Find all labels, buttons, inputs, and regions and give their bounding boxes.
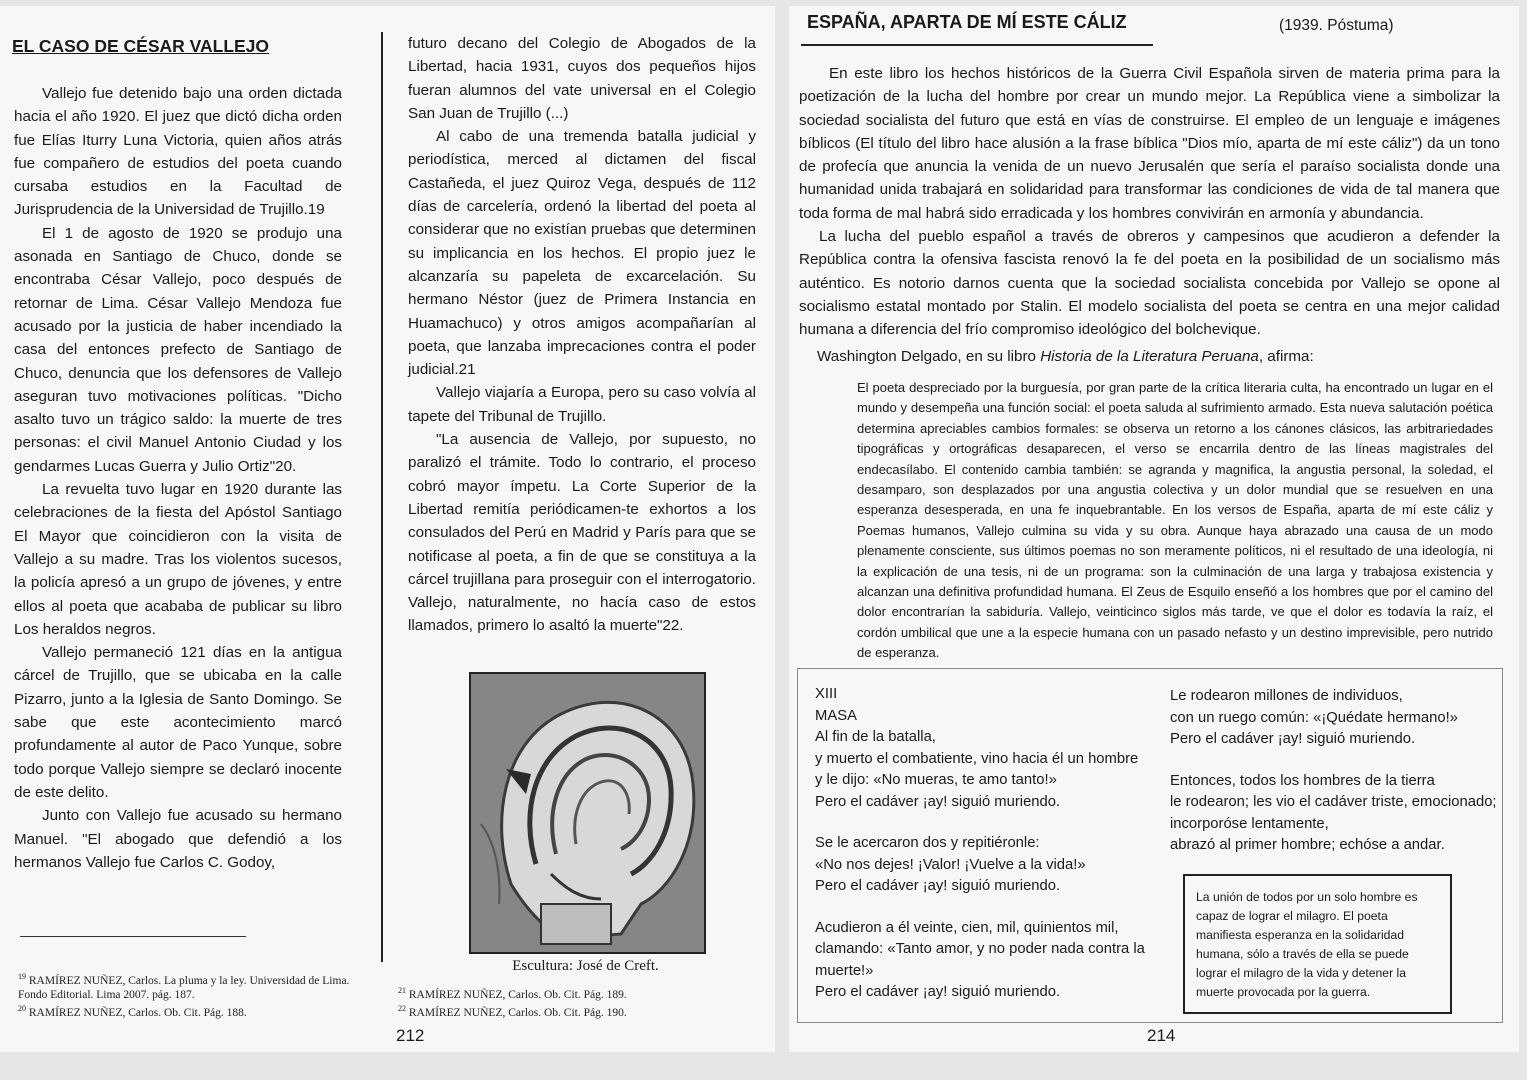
section-title: ESPAÑA, APARTA DE MÍ ESTE CÁLIZ bbox=[807, 12, 1127, 32]
article-title: EL CASO DE CÉSAR VALLEJO bbox=[12, 36, 270, 56]
poem-column-right bbox=[1170, 686, 1500, 877]
poem-line: Se le acercaron dos y repitiéronle: bbox=[815, 835, 1040, 851]
section-subtitle: (1939. Póstuma) bbox=[1279, 17, 1394, 34]
poem-line: Pero el cadáver ¡ay! siguió muriendo. bbox=[815, 793, 1061, 810]
section-body bbox=[799, 62, 1500, 342]
left-column-2 bbox=[408, 32, 756, 638]
poem-line: Pero el cadáver ¡ay! siguió muriendo. bbox=[815, 984, 1061, 1000]
poem-stanza bbox=[815, 833, 1160, 898]
quote-intro-text: Washington Delgado, en su libro bbox=[817, 348, 1036, 365]
footnote-number: 20 bbox=[18, 1003, 26, 1013]
poem-line: Al fin de la batalla, bbox=[815, 729, 936, 745]
quote-intro-end: , afirma: bbox=[1258, 348, 1314, 365]
footnotes-col2 bbox=[398, 984, 698, 1020]
footnote-number: 21 bbox=[398, 986, 406, 995]
poem-line: Acudieron a él veinte, cien, mil, quinientos mil, bbox=[815, 919, 1119, 936]
image-caption: Escultura: José de Creft. bbox=[512, 958, 659, 974]
poem-line: clamando: «Tanto amor, y no poder nada contra la bbox=[815, 941, 1145, 957]
poem-line: con un ruego común: «¡Quédate hermano!» bbox=[1170, 709, 1458, 726]
quote-intro bbox=[817, 348, 1314, 365]
poem-stanza bbox=[815, 918, 1160, 1004]
footnote-number: 22 bbox=[398, 1003, 406, 1013]
poem-line: le rodearon; les vio el cadáver triste, emocionado; bbox=[1170, 794, 1497, 810]
footnote bbox=[398, 984, 698, 1002]
paragraph: La revuelta tuvo lugar en 1920 durante las celebraciones de la fiesta del Apóstol Santiago El Mayor que coincidieron con la visita de Vallejo a su madre. Tras los violentos sucesos, la policía apresó a un grupo de jóvenes, y entre ellos al poeta que acababa de publicar su libro Los heraldos negros. bbox=[14, 481, 342, 638]
side-note: La unión de todos por un solo hombre es capaz de lograr el milagro. El poeta manifiesta esperanza en la solidaridad humana, sólo a través de ella se puede lograr el milagro de la vida y detener la muerte provocada por la guerra. bbox=[1183, 874, 1452, 1014]
footnote bbox=[18, 1002, 364, 1020]
left-column-1 bbox=[14, 82, 342, 874]
paragraph: Vallejo fue detenido bajo una orden dictada hacia el año 1920. El juez que dictó dicha orden fue Elías Iturry Luna Victoria, quien años atrás fue compañero de estudios del poeta cuando cursaba estudios en la Facultad de Jurisprudencia de la Universidad de Trujillo.19 bbox=[14, 85, 342, 219]
paragraph: Al cabo de una tremenda batalla judicial y periodística, merced al dictamen del fiscal Castañeda, el juez Quiroz Vega, después de 112 días de carcelería, ordenó la libertad del poeta al considerar que no existían pruebas que determinen su implicancia en los hechos. El propio juez le alcanzaría su papeleta de excarcelación. Su hermano Néstor (juez de Primera Instancia en Huamachuco) y otros amigos acompañarían al poeta, que lanzaba imprecaciones contra el poder judicial.21 bbox=[408, 128, 756, 379]
poem-line: y muerto el combatiente, vino hacia él un hombre bbox=[815, 750, 1139, 767]
poem-line: muerte!» bbox=[815, 962, 874, 979]
paragraph: "La ausencia de Vallejo, por supuesto, no paralizó el trámite. Todo lo contrario, el proceso cobró mayor ímpetu. La Corte Superior de la Libertad remitía periódicamen-te exhortos a los consulados del Perú en Madrid y París para que se notificase al poeta, a fin de que se constituya a la cárcel trujillana para proseguir con el interrogatorio. Vallejo, naturalmente, no hacía caso de estos llamados, primero lo asaltó la muerte"22. bbox=[408, 431, 756, 635]
block-quote: El poeta despreciado por la burguesía, por gran parte de la crítica literaria culta, ha encontrado un lugar en el mundo y desempeña una función social: el poeta saluda al sufrimiento armado. Esta nueva salutación poética determina apreciables cambios formales: se observa un retorno a los cánones clásicos, las arbitrariedades tipográficas y ortográficas desaparecen, el verso se encarrila dentro de las líneas magistrales del endecasílabo. El contenido cambia también: se agranda y magnifica, la angustia personal, la soledad, el desamparo, son desplazados por una angustia colectiva y un dolor mundial que se resuelven en una esperanza desesperada, en una fe inquebrantable. En los versos de España, aparta de mí este cáliz y Poemas humanos, Vallejo culmina su vida y su obra. Aunque haya abrazado una causa de un modo plenamente consciente, sus últimos poemas no son meramente políticos, ni el resultado de una ideología, ni la explicación de una tesis, ni de un programa: son la culminación de una larga y trabajosa existencia y alcanzan una definitiva profundidad humana. El Zeus de Esquilo enseñó a los hombres que por el camino del dolor encontrarían la sabiduría. Vallejo, veinticinco siglos más tarde, ve que el dolor es todavía la raíz, el cordón umbilical que une a la especie humana con un pasado nefasto y un destino imprevisible, pero nutrido de esperanza. bbox=[857, 380, 1493, 661]
footnote-text: RAMÍREZ NUÑEZ, Carlos. Ob. Cit. Pág. 188. bbox=[28, 1006, 247, 1019]
poem-line: abrazó al primer hombre; echóse a andar. bbox=[1170, 837, 1445, 853]
footnote-text: RAMÍREZ NUÑEZ, Carlos. Ob. Cit. Pág. 189. bbox=[408, 988, 627, 1001]
poem-line: MASA bbox=[815, 707, 857, 724]
footnote-text: RAMÍREZ NUÑEZ, Carlos. La pluma y la ley. Universidad de Lima. Fondo Editorial. Lima 2007. pág. 187. bbox=[18, 974, 350, 1001]
poem-line: XIII bbox=[815, 686, 838, 702]
poem-stanza bbox=[1170, 686, 1500, 751]
book-title: Historia de la Literatura Peruana bbox=[1040, 348, 1259, 365]
paragraph: La lucha del pueblo español a través de obreros y campesinos que acudieron a defender la República contra la ofensiva fascista renovó la fe del poeta en la posibilidad de un socialismo más auténtico. Es notorio darnos cuenta que la sociedad socialista concebida por Vallejo se opone al socialismo estatal montado por Stalin. El modelo socialista del poeta se centra en una mejor calidad humana a diferencia del frío compromiso ideológico del bolchevique. bbox=[799, 228, 1500, 339]
title-underline bbox=[801, 44, 1153, 46]
page-number: 214 bbox=[1147, 1026, 1176, 1045]
footnotes-col1 bbox=[18, 970, 364, 1020]
poem-line: Entonces, todos los hombres de la tierra bbox=[1170, 772, 1435, 789]
paragraph: Junto con Vallejo fue acusado su hermano Manuel. "El abogado que defendió a los hermanos Vallejo fue Carlos C. Godoy, bbox=[14, 807, 342, 871]
poem-stanza bbox=[815, 684, 1160, 813]
poem-line: «No nos dejes! ¡Valor! ¡Vuelve a la vida!» bbox=[815, 856, 1086, 873]
footnote bbox=[398, 1002, 698, 1020]
poem-column-left bbox=[815, 684, 1160, 1024]
sculpture-image bbox=[469, 672, 706, 954]
sculpture-drawing bbox=[471, 674, 704, 952]
paragraph: Vallejo permaneció 121 días en la antigua cárcel de Trujillo, que se ubicaba en la calle Pizarro, junto a la Iglesia de Santo Domingo. Se sabe que este acontecimiento marcó profundamente al autor de Paco Yunque, sobre todo porque Vallejo siempre se declaró inocente de este delito. bbox=[14, 644, 342, 801]
footnote-number: 19 bbox=[18, 972, 26, 981]
paragraph: Vallejo viajaría a Europa, pero su caso volvía al tapete del Tribunal de Trujillo. bbox=[408, 384, 756, 425]
paragraph: El 1 de agosto de 1920 se produjo una asonada en Santiago de Chuco, donde se encontraba César Vallejo, poco después de retornar de Lima. César Vallejo Mendoza fue acusado por la justicia de haber incendiado la casa del entonces prefecto de Santiago de Chuco, denuncia que los defensores de Vallejo aseguran tuvo motivaciones políticas. "Dicho asalto tuvo un trágico saldo: la muerte de tres personas: el civil Manuel Antonio Ciudad y los gendarmes Lucas Guerra y Julio Ortiz"20. bbox=[14, 224, 342, 475]
page-number: 212 bbox=[396, 1026, 425, 1045]
poem-line: Le rodearon millones de individuos, bbox=[1170, 688, 1403, 704]
paragraph: futuro decano del Colegio de Abogados de la Libertad, hacia 1931, cuyos dos pequeños hijos fueran alumnos del vate universal en el Colegio San Juan de Trujillo (...) bbox=[408, 35, 756, 122]
poem-line: incorporóse lentamente, bbox=[1170, 815, 1329, 832]
footnote-rule bbox=[20, 936, 246, 937]
right-page bbox=[789, 6, 1519, 1052]
footnote bbox=[18, 970, 364, 1002]
poem-line: Pero el cadáver ¡ay! siguió muriendo. bbox=[1170, 731, 1416, 747]
footnote-text: RAMÍREZ NUÑEZ, Carlos. Ob. Cit. Pág. 190. bbox=[408, 1006, 627, 1019]
poem-line: y le dijo: «No mueras, te amo tanto!» bbox=[815, 772, 1057, 788]
paragraph: En este libro los hechos históricos de la Guerra Civil Española sirven de materia prima para la poetización de la lucha del hombre por crear un mundo mejor. La República viene a simbolizar la sociedad socialista del futuro que está en vías de construirse. El empleo de un lenguaje e imágenes bíblicos (El título del libro hace alusión a la frase bíblica "Dios mío, aparta de mí este cáliz") da un tono de profecía que anuncia la venida de un nuevo Jerusalén que sería el paraíso socialista donde una humanidad unida trabajará en solidaridad para transformar las condiciones de vida de tal manera que toda forma de mal habrá sido erradicada y los hombres convivirán en armonía y abundancia. bbox=[799, 65, 1500, 222]
poem-line: Pero el cadáver ¡ay! siguió muriendo. bbox=[815, 878, 1061, 894]
left-page bbox=[0, 6, 775, 1052]
column-divider bbox=[381, 32, 383, 962]
poem-stanza bbox=[1170, 771, 1500, 857]
